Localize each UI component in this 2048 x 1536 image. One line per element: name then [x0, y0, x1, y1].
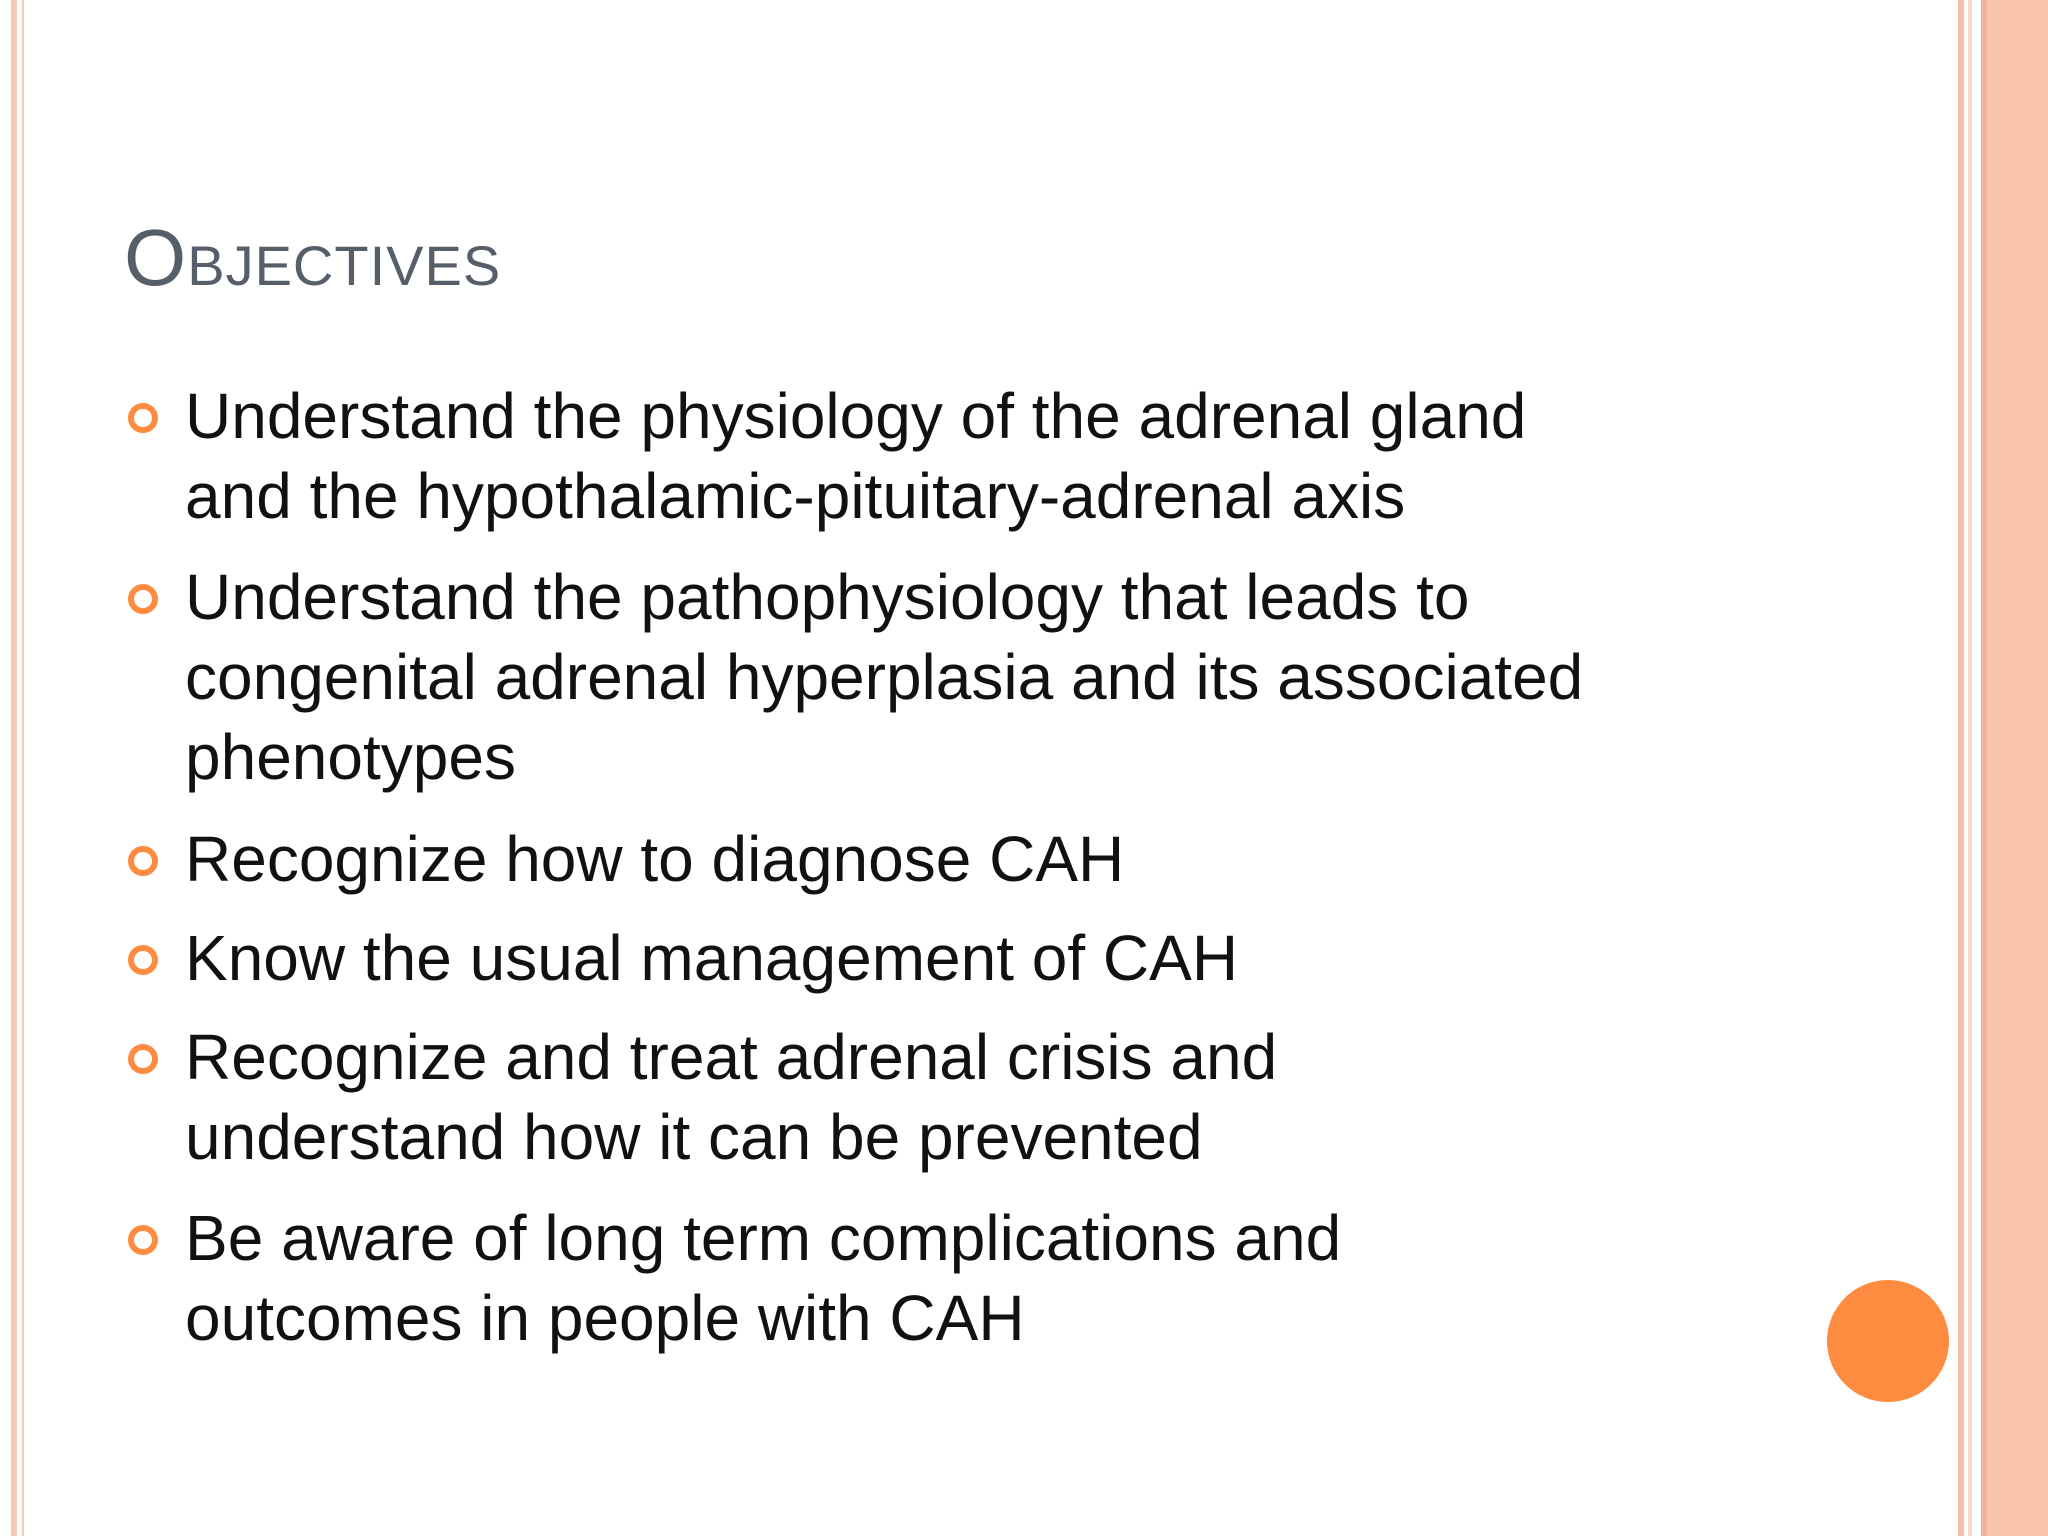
right-border-band-edge	[1981, 0, 1987, 1536]
bullet-text	[185, 918, 1735, 998]
bullet-circle-icon	[128, 846, 158, 876]
bullet-circle-icon	[128, 1044, 158, 1074]
left-border-line	[11, 0, 17, 1536]
bullet-circle-icon	[128, 1225, 158, 1255]
right-border-band	[1981, 0, 2048, 1536]
bullet-line: congenital adrenal hyperplasia and its associated	[185, 641, 1584, 713]
bullet-circle-icon	[128, 945, 158, 975]
bullet-line: Recognize how to diagnose CAH	[185, 823, 1125, 895]
bullet-circle-icon	[128, 403, 158, 433]
bullet-line: Understand the pathophysiology that leads to	[185, 561, 1470, 633]
bullet-line: outcomes in people with CAH	[185, 1282, 1025, 1354]
bullet-circle-icon	[128, 584, 158, 614]
bullet-line: Understand the physiology of the adrenal gland	[185, 380, 1527, 452]
bullet-text	[185, 1198, 1735, 1358]
left-border-line	[22, 0, 24, 1536]
right-border-line	[1968, 0, 1972, 1536]
bullet-line: Be aware of long term complications and	[185, 1202, 1342, 1274]
bullet-line: understand how it can be prevented	[185, 1101, 1203, 1173]
bullet-text	[185, 557, 1735, 797]
slide-title: Objectives	[124, 213, 502, 302]
bullet-text	[185, 819, 1735, 899]
decorative-circle	[1827, 1280, 1949, 1402]
bullet-line: Recognize and treat adrenal crisis and	[185, 1021, 1278, 1093]
bullet-line: and the hypothalamic-pituitary-adrenal axis	[185, 460, 1406, 532]
bullet-text	[185, 1017, 1735, 1177]
right-border-line	[1958, 0, 1964, 1536]
bullet-line: Know the usual management of CAH	[185, 922, 1239, 994]
bullet-text	[185, 376, 1735, 536]
bullet-line: phenotypes	[185, 721, 516, 793]
